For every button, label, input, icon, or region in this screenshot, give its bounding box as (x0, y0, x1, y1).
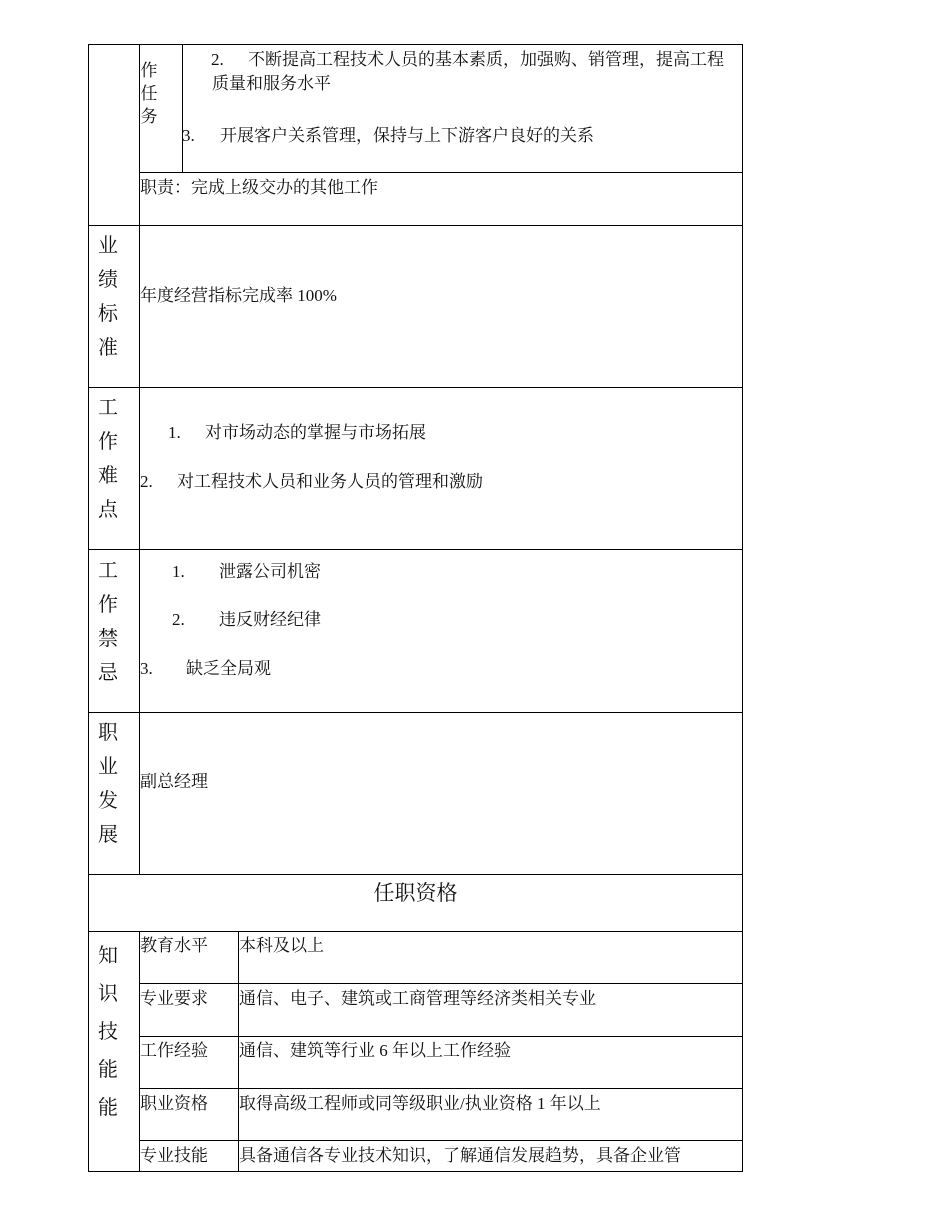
taboo-1-number: 1. (172, 562, 185, 581)
table-border-left (88, 44, 89, 1172)
qualification-row-3-value: 通信、建筑等行业 6 年以上工作经验 (239, 1041, 511, 1060)
row-divider-q2 (139, 1036, 743, 1037)
duties-side-label: 作任务 (140, 61, 158, 126)
row-divider-tasks (139, 172, 743, 173)
qualification-row-1-value: 本科及以上 (239, 936, 324, 955)
table-border-bottom (88, 1171, 743, 1172)
row-divider-duties (88, 225, 743, 226)
difficulties-label: 工作难点 (98, 397, 118, 521)
duties-inner-divider (182, 44, 183, 173)
difficulty-1-text: 对市场动态的掌握与市场拓展 (205, 423, 426, 442)
qualification-row-4-label: 职业资格 (140, 1094, 208, 1113)
label-column-divider-top (139, 44, 140, 875)
row-divider-taboos (88, 712, 743, 713)
qualification-row-2-label: 专业要求 (140, 989, 208, 1008)
task-3-number: 3. (182, 126, 195, 145)
qualification-row-5-value: 具备通信各专业技术知识，了解通信发展趋势，具备企业管 (239, 1146, 681, 1165)
taboo-2-number: 2. (172, 610, 185, 629)
qualification-row-4-value: 取得高级工程师或同等级职业/执业资格 1 年以上 (239, 1094, 601, 1113)
career-text: 副总经理 (140, 772, 208, 791)
difficulty-2-text: 对工程技术人员和业务人员的管理和激励 (177, 472, 483, 491)
task-2-number: 2. (211, 50, 224, 69)
row-divider-difficulties (88, 549, 743, 550)
table-border-right (742, 44, 743, 1172)
qualifications-side-label: 知识技能能 (98, 945, 118, 1119)
table-border-top (88, 44, 743, 45)
performance-text: 年度经营指标完成率 100% (140, 286, 337, 305)
row-divider-q3 (139, 1088, 743, 1089)
taboos-label: 工作禁忌 (98, 560, 118, 684)
qualification-row-1-label: 教育水平 (140, 936, 208, 955)
row-divider-q4 (139, 1140, 743, 1141)
row-divider-performance (88, 387, 743, 388)
taboo-3-number: 3. (140, 659, 153, 678)
qualification-row-3-label: 工作经验 (140, 1041, 208, 1060)
taboo-1-text: 泄露公司机密 (219, 562, 321, 581)
difficulty-1-number: 1. (168, 423, 181, 442)
responsibility-text: 职责：完成上级交办的其他工作 (140, 178, 378, 197)
taboo-2-text: 违反财经纪律 (219, 610, 321, 629)
qualifications-title: 任职资格 (373, 881, 458, 905)
taboo-3-text: 缺乏全局观 (186, 659, 271, 678)
row-divider-title (88, 931, 743, 932)
row-divider-q1 (139, 983, 743, 984)
row-divider-career (88, 874, 743, 875)
task-3-text: 开展客户关系管理，保持与上下游客户良好的关系 (220, 126, 594, 145)
difficulty-2-number: 2. (140, 472, 153, 491)
performance-label: 业绩标准 (98, 235, 118, 359)
task-2-text: 不断提高工程技术人员的基本素质，加强购、销管理，提高工程质量和服务水平 (212, 50, 724, 93)
qualification-row-5-label: 专业技能 (140, 1146, 208, 1165)
qualification-row-2-value: 通信、电子、建筑或工商管理等经济类相关专业 (239, 989, 596, 1008)
career-label: 职业发展 (98, 722, 118, 846)
